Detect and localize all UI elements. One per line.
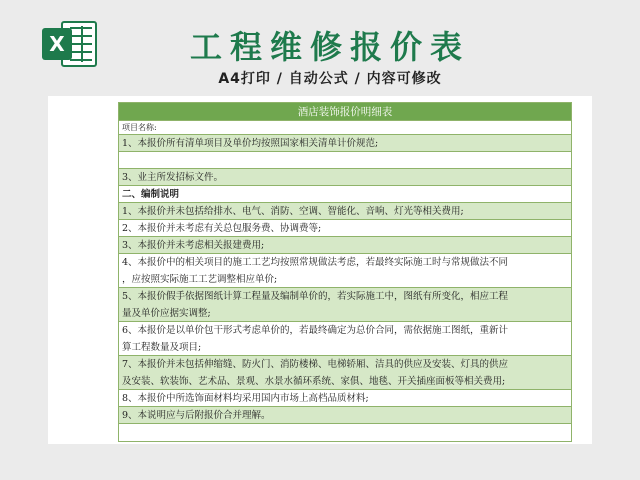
row-line: 6、本报价是以单价包干形式考虑单价的，若最终确定为总价合同，需依据施工图纸，重新计 [122,325,509,336]
row-line: 算工程数量及项目; [122,342,202,353]
row-line: 7、本报价并未包括伸缩缝、防火门、消防楼梯、电梯轿厢、洁具的供应及安装、灯具的供应 [122,359,509,370]
row-line: 4、本报价中的相关项目的施工工艺均按照常规做法考虑，若最终实际施工时与常规做法不同 [122,257,509,268]
table-row: 3、本报价并未考虑相关报建费用; [119,237,571,254]
svg-text:X: X [49,32,65,56]
row-line: 量及单价应据实调整; [122,308,211,319]
table-row [119,424,571,441]
row-line: ，应按照实际施工工艺调整相应单价; [122,274,278,285]
table-row: 3、业主所发招标文件。 [119,169,571,186]
spreadsheet-preview [48,96,592,444]
table-row [119,322,571,356]
page-title: 工程维修报价表 [189,28,470,66]
page-subtitle: A4打印 / 自动公式 / 内容可修改 [218,71,442,87]
row-line: 及安装、软装饰、艺术品、景观、水景水循环系统、家俱、地毯、开关插座面板等相关费用; [122,376,506,387]
table-row [119,288,571,322]
table-row [119,152,571,169]
row-line: 5、本报价假手依据图纸计算工程量及编制单价的，若实际施工中，图纸有所变化，相应工程 [122,291,509,302]
table-heading: 酒店装饰报价明细表 [119,103,571,121]
table-row: 9、本说明应与后附报价合并理解。 [119,407,571,424]
table-row: 1、本报价所有清单项目及单价均按照国家相关清单计价规范; [119,135,571,152]
table-row [119,254,571,288]
excel-icon [40,18,100,70]
table-row: 8、本报价中所选饰面材料均采用国内市场上高档品质材料; [119,390,571,407]
section-heading: 二、编制说明 [119,186,571,203]
table-row: 2、本报价并未考虑有关总包服务费、协调费等; [119,220,571,237]
page-header [0,0,640,96]
project-name-label: 项目名称: [119,121,571,135]
table-row: 1、本报价并未包括给排水、电气、消防、空调、智能化、音响、灯光等相关费用; [119,203,571,220]
table-row [119,356,571,390]
quote-table [118,102,572,442]
